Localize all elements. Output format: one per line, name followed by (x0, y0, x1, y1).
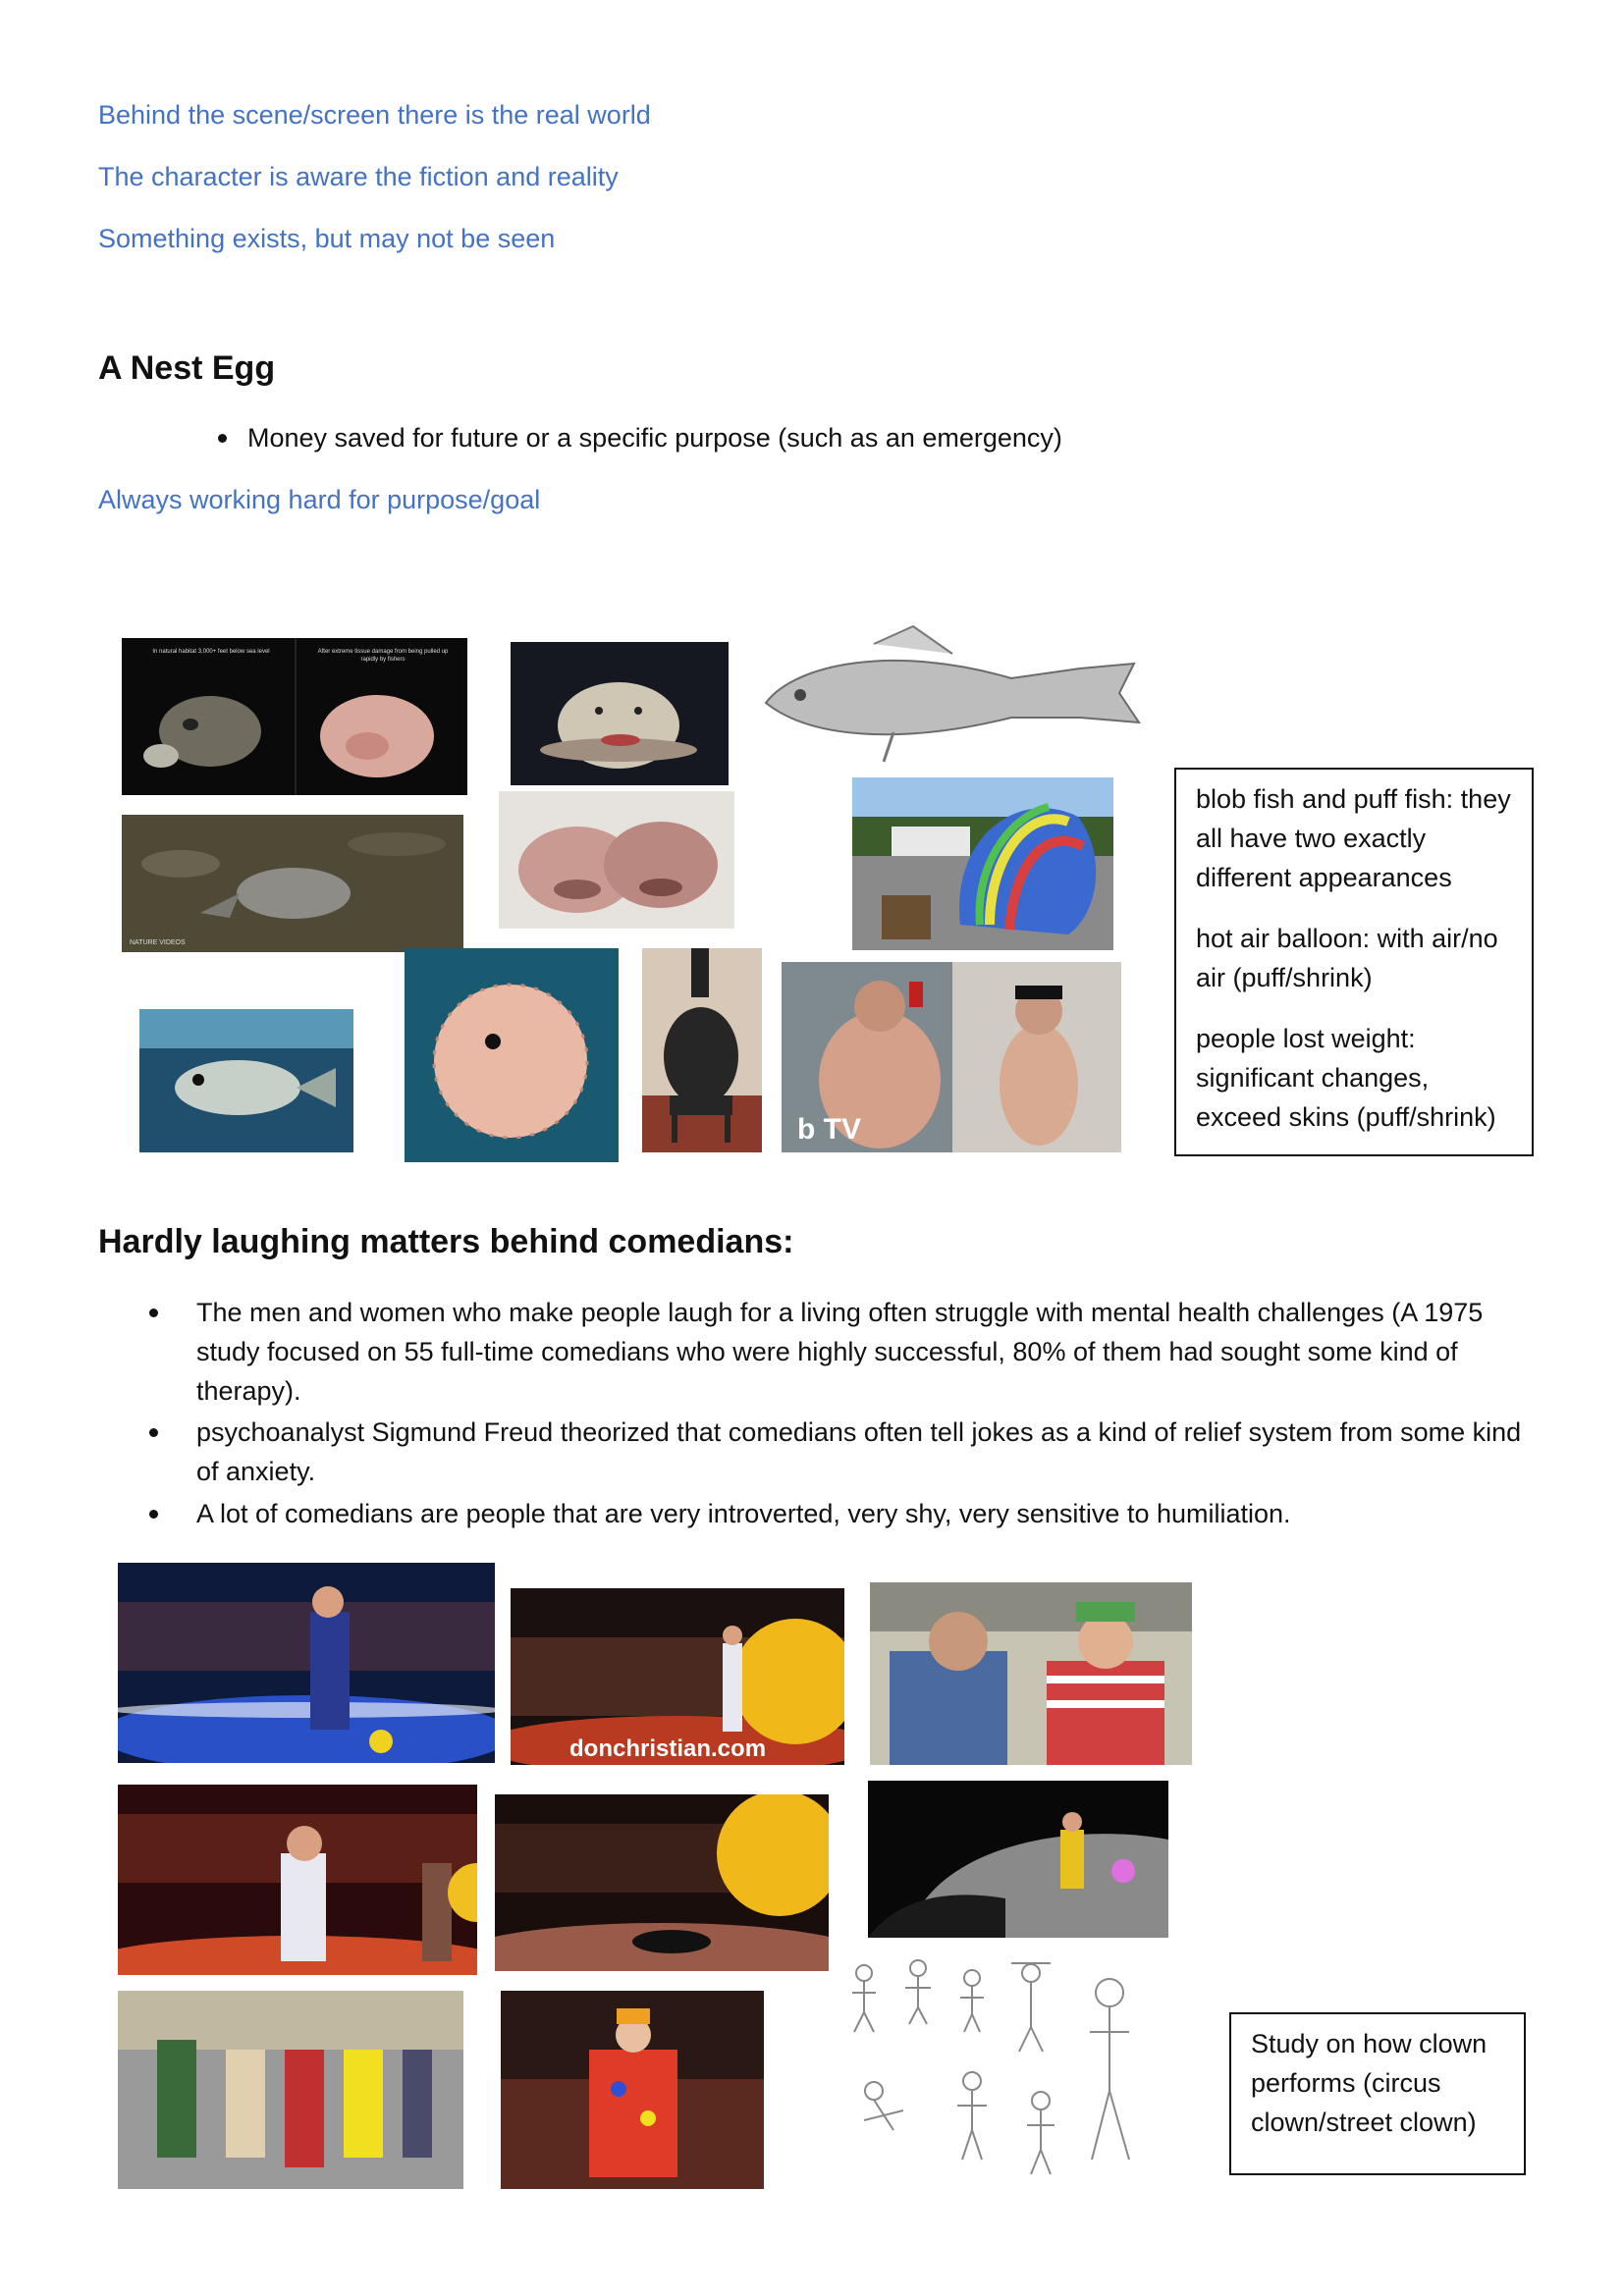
caption-blobfish: blob fish and puff fish: they all have two exactly different appearances (1196, 784, 1511, 892)
nest-egg-heading: A Nest Egg (98, 349, 276, 387)
clown-costume-image (501, 1991, 764, 2189)
note-exists-unseen: Something exists, but may not be seen (98, 224, 556, 253)
note-fiction-reality: The character is aware the fiction and reality (98, 162, 619, 191)
clown-sketches-image (835, 1953, 1166, 2187)
comedians-bullet-2: psychoanalyst Sigmund Freud theorized that comedians often tell jokes as a kind of relief system from some kind of anxiety. (196, 1417, 1522, 1486)
clown-circus-image-3 (118, 1785, 477, 1975)
comedians-bullet-1: The men and women who make people laugh for a living often struggle with mental health challenges (A 1975 study focused on 55 full-time comedians who were highly successful, 80% of them had sought some kind of therapy). (196, 1298, 1484, 1406)
blobfish-dark-image (511, 642, 729, 785)
bullet-dot (218, 434, 227, 443)
clown-circus-image-2 (511, 1588, 844, 1765)
pot-belly-stove-image (642, 948, 762, 1152)
fish-caption-box (1174, 768, 1534, 1156)
caption-weight-loss: people lost weight: significant changes, exceed skins (puff/shrink) (1196, 1024, 1496, 1132)
seafloor-watermark: NATURE VIDEOS (130, 939, 186, 946)
blobfish-left-caption: In natural habitat 3,000+ feet below sea level (152, 649, 270, 655)
note-real-world: Behind the scene/screen there is the real world (98, 100, 651, 130)
clown-circus-image-1 (118, 1563, 495, 1763)
comedians-bullet-3: A lot of comedians are people that are very introverted, very shy, very sensitive to humiliation. (196, 1499, 1291, 1528)
weight-loss-image (782, 962, 1121, 1152)
btv-logo: b TV (797, 1113, 861, 1146)
street-clown-image-2 (118, 1991, 463, 2189)
bullet-dot (149, 1510, 158, 1519)
pufferfish-inflated-image (405, 948, 619, 1162)
clown-circus-image-4 (495, 1794, 829, 1971)
bullet-dot (149, 1308, 158, 1317)
pufferfish-deflated-image (139, 1009, 353, 1152)
blobfish-right-caption: After extreme tissue damage from being pulled up rapidly by fishers (317, 649, 449, 663)
bullet-dot (149, 1428, 158, 1437)
comedians-heading: Hardly laughing matters behind comedians: (98, 1223, 794, 1260)
blobfish-seafloor-image (122, 815, 463, 952)
clown-caption-box (1229, 2012, 1526, 2175)
caption-balloon: hot air balloon: with air/no air (puff/shrink) (1196, 924, 1498, 992)
donchristian-watermark: donchristian.com (569, 1735, 767, 1762)
blobfish-comparison-image (122, 638, 467, 795)
nest-egg-note: Always working hard for purpose/goal (98, 485, 541, 514)
clown-stage-image (868, 1781, 1168, 1938)
street-clown-image-1 (870, 1582, 1192, 1765)
caption-clown-study: Study on how clown performs (circus clown/street clown) (1251, 2029, 1488, 2137)
blobfish-pair-image (499, 791, 734, 929)
fish-sketch-image (756, 624, 1141, 770)
nest-egg-bullet: Money saved for future or a specific purpose (such as an emergency) (247, 423, 1062, 453)
hot-air-balloon-image (852, 777, 1113, 950)
